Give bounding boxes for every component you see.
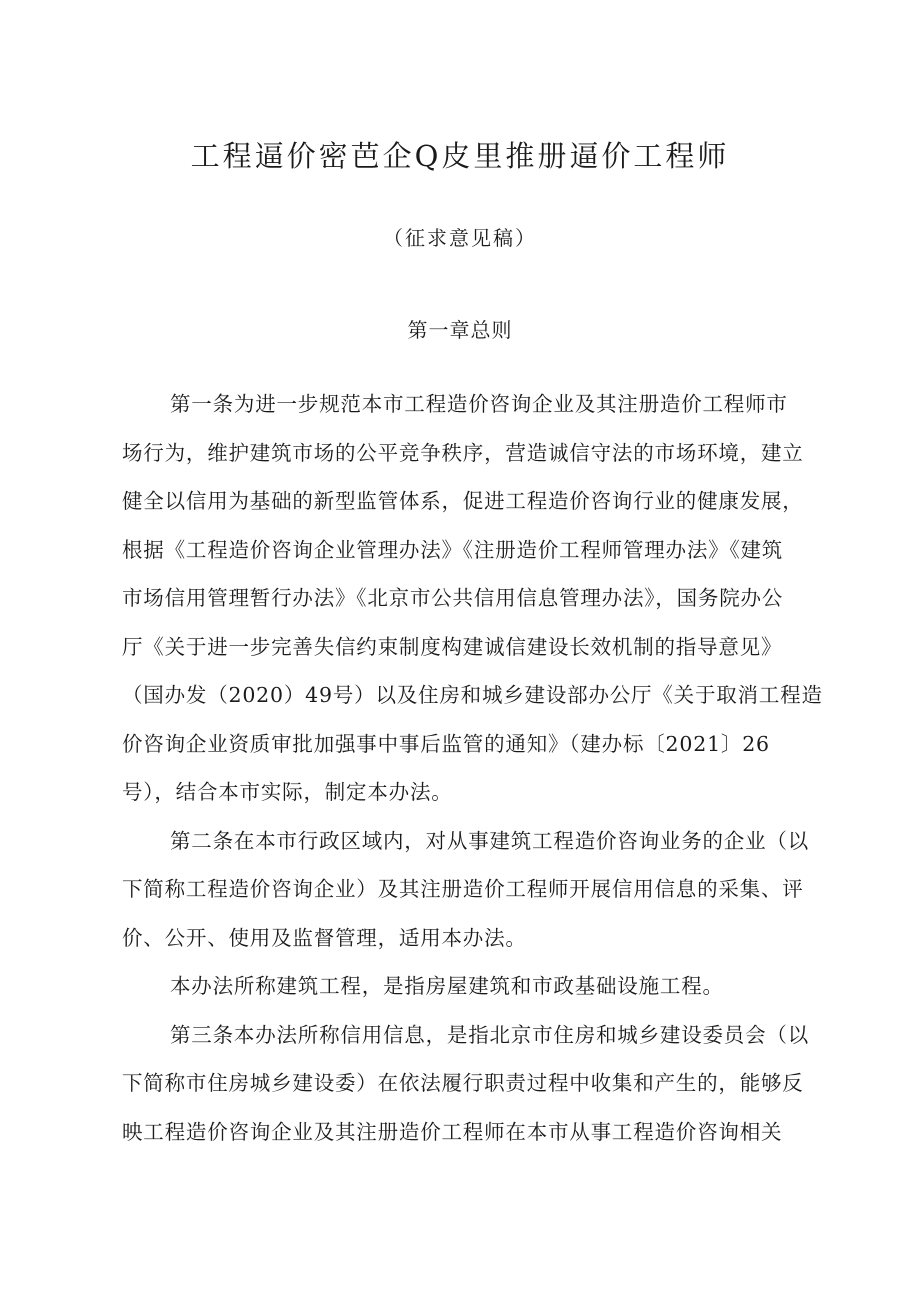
text-line: 场行为，维护建筑市场的公平竞争秩序，营造诚信守法的市场环境，建立 <box>122 440 804 465</box>
text-line: 市场信用管理暂行办法》《北京市公共信用信息管理办法》，国务院办公 <box>122 586 784 610</box>
text-line: 下简称市住房城乡建设委）在依法履行职责过程中收集和产生的，能够反 <box>122 1071 804 1095</box>
text-line: 健全以信用为基础的新型监管体系，促进工程造价咨询行业的健康发展， <box>122 489 804 513</box>
text-line: 第一条为进一步规范本市工程造价咨询企业及其注册造价工程师市 <box>170 392 788 416</box>
document-title: 工程逼价密芭企Q皮里推册逼价工程师 <box>190 139 730 173</box>
chapter-heading: 第一章总则 <box>407 318 513 342</box>
text-line: 号），结合本市实际，制定本办法。 <box>122 780 453 804</box>
text-line: 本办法所称建筑工程，是指房屋建筑和市政基础设施工程。 <box>170 974 724 998</box>
document-subtitle: （征求意见稿） <box>383 226 537 250</box>
text-line: 价、公开、使用及监督管理，适用本办法。 <box>122 925 527 950</box>
text-line: 价咨询企业资质审批加强事中事后监管的通知》（建办标〔2021〕26 <box>122 731 770 756</box>
text-line: 根据《工程造价咨询企业管理办法》《注册造价工程师管理办法》《建筑 <box>122 537 784 562</box>
text-line: 第二条在本市行政区域内，对从事建筑工程造价咨询业务的企业（以 <box>170 828 809 853</box>
text-line: 映工程造价咨询企业及其注册造价工程师在本市从事工程造价咨询相关 <box>122 1119 783 1144</box>
text-line: 厅《关于进一步完善失信约束制度构建诚信建设长效机制的指导意见》 <box>122 634 783 659</box>
text-line: （国办发（2020）49号）以及住房和城乡建设部办公厅《关于取消工程造 <box>122 683 823 707</box>
text-line: 下简称工程造价咨询企业）及其注册造价工程师开展信用信息的采集、评 <box>122 877 804 901</box>
body-text <box>122 380 823 1156</box>
text-line: 第三条本办法所称信用信息，是指北京市住房和城乡建设委员会（以 <box>170 1022 809 1047</box>
